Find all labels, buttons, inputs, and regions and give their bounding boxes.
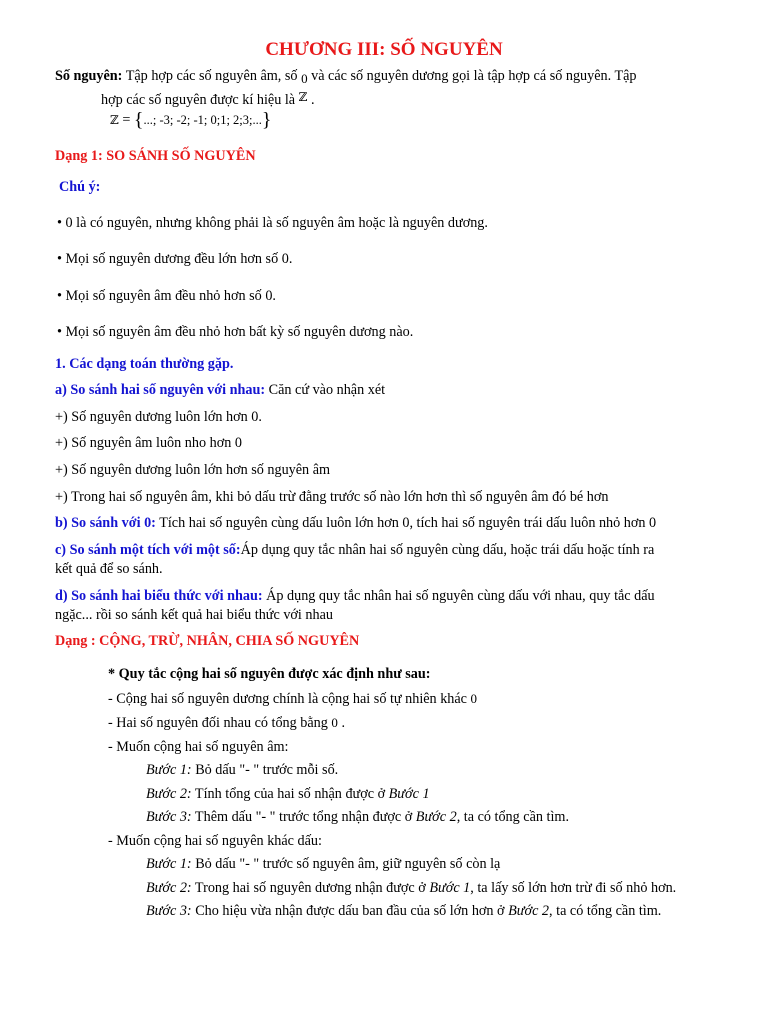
set-equals: =	[118, 112, 134, 128]
step-line	[146, 761, 338, 779]
step-label: Bước 2:	[146, 880, 192, 896]
definition-line-2-text: hợp các số nguyên được kí hiệu là	[101, 92, 299, 108]
section-heading-operations: Dạng : CỘNG, TRỪ, NHÂN, CHIA SỐ NGUYÊN	[55, 633, 360, 649]
item-d-label: d) So sánh hai biểu thức với nhau:	[55, 588, 263, 604]
set-items: ...; -3; -2; -1; 0;1; 2;3;...	[143, 113, 262, 127]
step-text-end: , ta có tổng cần tìm.	[549, 903, 662, 919]
opposite-sum-line	[108, 714, 345, 732]
step-reference: Bước 1	[388, 786, 430, 802]
step-line	[146, 855, 500, 873]
step-text: Bỏ dấu "- " trước mỗi số.	[191, 762, 339, 778]
zero-symbol: 0	[301, 71, 308, 86]
step-label: Bước 2:	[146, 786, 192, 802]
integer-set-symbol: ℤ	[298, 90, 308, 104]
rule-line: +) Số nguyên dương luôn lớn hơn số nguyên âm	[55, 462, 331, 478]
definition-text-1: Tập hợp các số nguyên âm, số	[122, 68, 302, 84]
item-c	[55, 541, 654, 559]
definition-line-2	[101, 88, 314, 109]
step-text-end: , ta có tổng cần tìm.	[456, 809, 569, 825]
add-positive-text: - Cộng hai số nguyên dương chính là cộng hai số tự nhiên khác	[108, 691, 471, 707]
item-d-text: Áp dụng quy tắc nhân hai số nguyên cùng dấu với nhau, quy tắc dấu	[262, 588, 655, 604]
item-d	[55, 587, 655, 605]
definition-text-2: và các số nguyên dương gọi là tập hợp cá số nguyên. Tập	[307, 68, 637, 84]
step-line	[146, 785, 430, 803]
mixed-sign-sum-title: - Muốn cộng hai số nguyên khác dấu:	[108, 833, 322, 849]
item-c-label: c) So sánh một tích với một số:	[55, 542, 241, 558]
step-label: Bước 1:	[146, 762, 192, 778]
item-c-continuation: kết quả để so sánh.	[55, 561, 163, 577]
item-b	[55, 514, 656, 532]
step-line	[146, 808, 569, 826]
note-bullet: • Mọi số nguyên âm đều nhỏ hơn số 0.	[57, 288, 276, 304]
item-a-text: Căn cứ vào nhận xét	[265, 382, 386, 398]
set-close-brace: }	[261, 109, 272, 131]
item-b-label: b) So sánh với 0:	[55, 515, 156, 531]
add-positive-line	[108, 690, 477, 708]
page-title: CHƯƠNG III: SỐ NGUYÊN	[265, 39, 503, 60]
item-a	[55, 381, 385, 399]
opposite-sum-period: .	[337, 715, 346, 731]
definition-period: .	[307, 92, 315, 108]
set-lhs-symbol: ℤ	[110, 113, 119, 127]
section-heading-compare: Dạng 1: SO SÁNH SỐ NGUYÊN	[55, 148, 256, 164]
step-reference: Bước 1	[429, 880, 471, 896]
item-c-text: Áp dụng quy tắc nhân hai số nguyên cùng dấu, hoặc trái dấu hoặc tính ra	[240, 542, 655, 558]
set-open-brace: {	[133, 109, 144, 131]
definition-term: Số nguyên:	[55, 68, 123, 84]
item-b-text: Tích hai số nguyên cùng dấu luôn lớn hơn 0, tích hai số nguyên trái dấu luôn nhỏ hơn 0	[155, 515, 657, 531]
zero-symbol: 0	[470, 691, 478, 706]
note-bullet: • Mọi số nguyên âm đều nhỏ hơn bất kỳ số nguyên dương nào.	[57, 324, 414, 340]
definition-line-1	[55, 67, 637, 88]
subsection-heading: 1. Các dạng toán thường gặp.	[55, 356, 234, 372]
item-a-label: a) So sánh hai số nguyên với nhau:	[55, 382, 266, 398]
opposite-sum-text: - Hai số nguyên đối nhau có tổng bằng	[108, 715, 332, 731]
note-bullet: • Mọi số nguyên dương đều lớn hơn số 0.	[57, 251, 293, 267]
rule-line: +) Số nguyên dương luôn lớn hơn 0.	[55, 409, 262, 425]
step-label: Bước 1:	[146, 856, 192, 872]
negative-sum-title: - Muốn cộng hai số nguyên âm:	[108, 739, 289, 755]
step-text: Thêm dấu "- " trước tổng nhận được ở	[191, 809, 416, 825]
rule-line: +) Số nguyên âm luôn nho hơn 0	[55, 435, 242, 451]
integer-set-formula	[110, 111, 272, 129]
addition-rule-title: * Quy tắc cộng hai số nguyên được xác định như sau:	[108, 666, 431, 682]
step-label: Bước 3:	[146, 903, 192, 919]
note-label: Chú ý:	[59, 179, 101, 195]
note-bullet: • 0 là có nguyên, nhưng không phải là số nguyên âm hoặc là nguyên dương.	[57, 215, 488, 231]
step-label: Bước 3:	[146, 809, 192, 825]
item-d-continuation: ngặc... rồi so sánh kết quả hai biểu thức với nhau	[55, 607, 333, 623]
rule-line: +) Trong hai số nguyên âm, khi bỏ dấu trừ đằng trước số nào lớn hơn thì số nguyên âm đó bé hơn	[55, 489, 609, 505]
step-reference: Bước 2	[508, 903, 550, 919]
step-text-end: , ta lấy số lớn hơn trừ đi số nhỏ hơn.	[470, 880, 677, 896]
step-text: Cho hiệu vừa nhận được dấu ban đầu của số lớn hơn ở	[191, 903, 509, 919]
step-text: Tính tổng của hai số nhận được ở	[191, 786, 389, 802]
step-line	[146, 902, 661, 920]
step-text: Bỏ dấu "- " trước số nguyên âm, giữ nguyên số còn lạ	[191, 856, 501, 872]
step-line	[146, 879, 676, 897]
zero-symbol: 0	[331, 715, 338, 730]
step-text: Trong hai số nguyên dương nhận được ở	[191, 880, 430, 896]
step-reference: Bước 2	[415, 809, 457, 825]
